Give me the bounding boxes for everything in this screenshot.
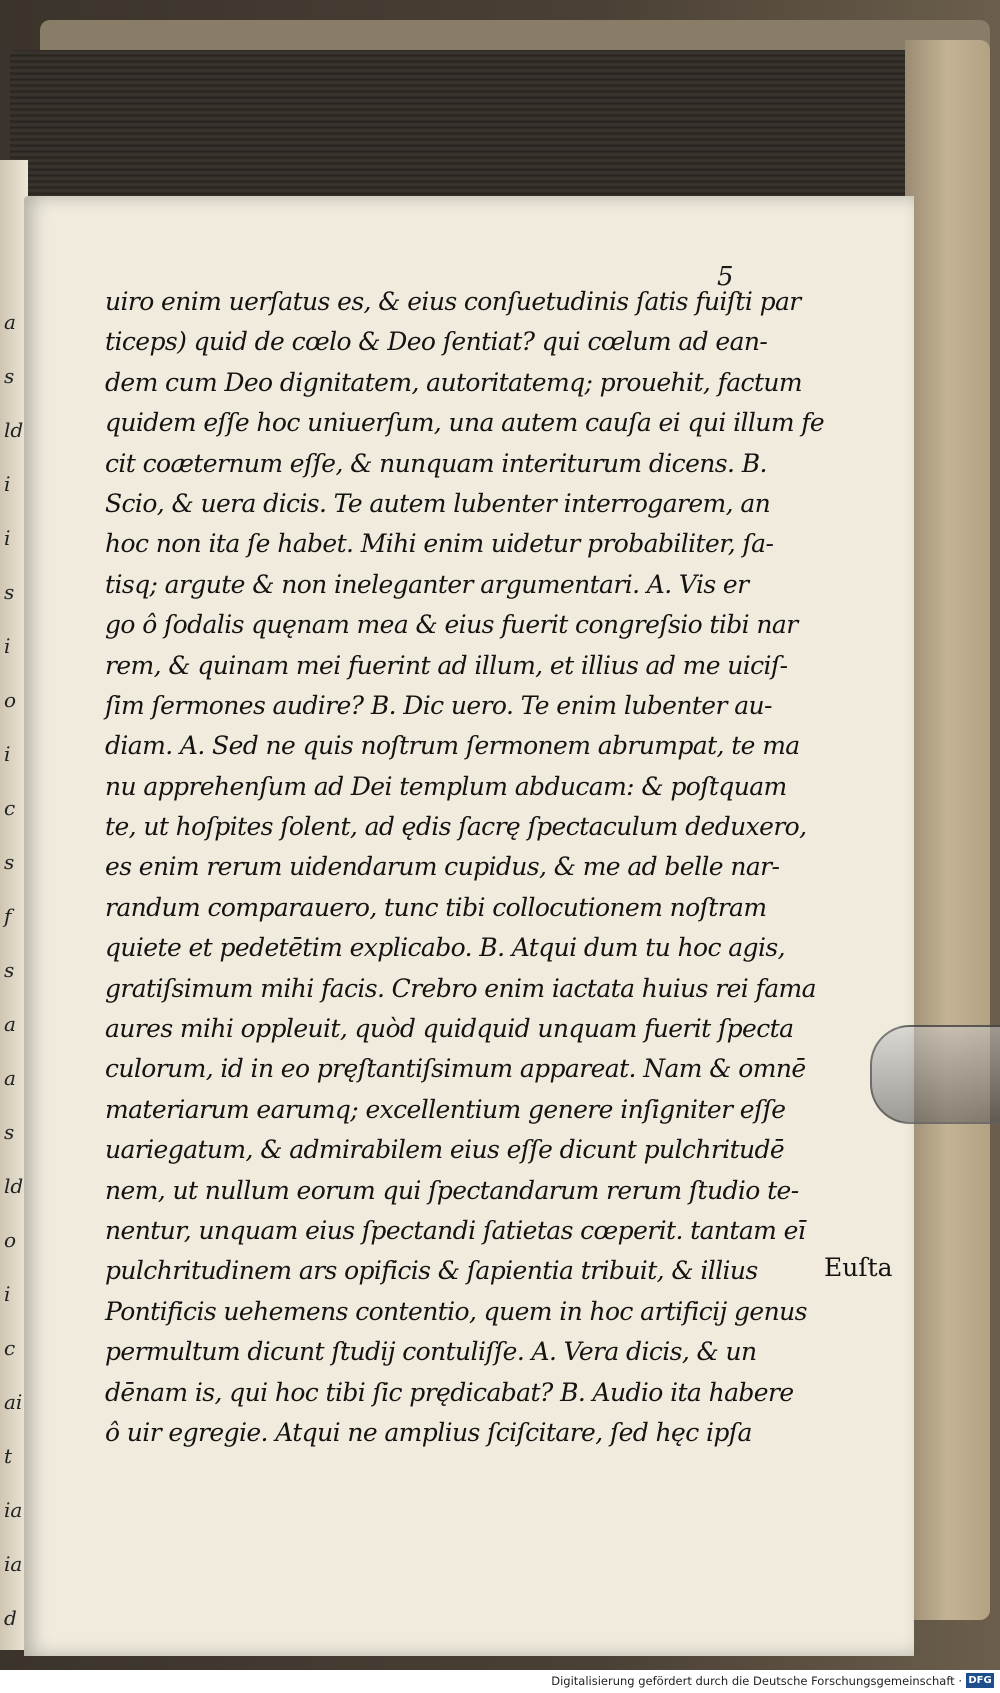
- left-page-fragment: c: [4, 1336, 16, 1360]
- text-line: dēnam is, qui hoc tibi ſic prędicabat? B. Audio ita habere: [105, 1377, 794, 1407]
- text-line: ſim ſermones audire? B. Dic uero. Te enim lubenter au-: [105, 690, 772, 720]
- footer-credit: Digitalisierung gefördert durch die Deutsche Forschungsgemeinschaft ·: [551, 1674, 962, 1688]
- left-page-fragment: i: [4, 634, 11, 658]
- left-page-fragment: s: [4, 850, 15, 874]
- text-line: es enim rerum uidendarum cupidus, & me ad belle nar-: [105, 852, 780, 882]
- left-page-fragment: ai: [4, 1390, 23, 1414]
- left-page-fragment: i: [4, 472, 11, 496]
- text-line: dem cum Deo dignitatem, autoritatemq; prouehit, factum: [105, 367, 803, 397]
- text-line: uiro enim uerſatus es, & eius conſuetudinis ſatis fuiſti par: [105, 287, 801, 316]
- text-line: hoc non ita ſe habet. Mihi enim uidetur probabiliter, ſa-: [105, 529, 774, 559]
- book-spine-top: [40, 20, 990, 50]
- left-page-fragment: o: [4, 1228, 17, 1252]
- text-line: nu apprehenſum ad Dei templum abducam: & poſtquam: [105, 771, 787, 801]
- text-line: nentur, unquam eius ſpectandi ſatietas cœperit. tantam eī: [105, 1215, 806, 1245]
- left-page-fragment: ld: [4, 418, 24, 442]
- dfg-logo: DFG: [966, 1673, 994, 1688]
- left-page-fragment: s: [4, 958, 15, 982]
- left-page-fragment: ia: [4, 1498, 23, 1522]
- left-page-fragment: ld: [4, 1174, 24, 1198]
- text-line: Pontificis uehemens contentio, quem in hoc artificij genus: [105, 1296, 807, 1326]
- text-line: ticeps) quid de cœlo & Deo ſentiat? qui cœlum ad ean-: [105, 327, 768, 357]
- text-line: rem, & quinam mei fuerint ad illum, et illius ad me uiciſ-: [105, 650, 788, 680]
- left-page-fragment: a: [4, 1012, 16, 1036]
- text-line: Scio, & uera dicis. Te autem lubenter interrogarem, an: [105, 488, 771, 518]
- left-page-fragment: i: [4, 742, 11, 766]
- left-page-fragment: ia: [4, 1552, 23, 1576]
- left-page-fragment: a: [4, 1066, 16, 1090]
- text-line: nem, ut nullum eorum qui ſpectandarum rerum ſtudio te-: [105, 1175, 799, 1205]
- text-line: ô uir egregie. Atqui ne amplius ſciſcitare, ſed hęc ipſa: [105, 1417, 752, 1447]
- page-number: 5: [717, 262, 734, 292]
- left-page-fragment: i: [4, 526, 11, 550]
- text-line: randum comparauero, tunc tibi collocutionem noſtram: [105, 892, 767, 922]
- left-page-fragment: s: [4, 580, 15, 604]
- left-page-fragment: o: [4, 688, 17, 712]
- text-line: pulchritudinem ars opificis & ſapientia tribuit, & illius: [105, 1256, 758, 1286]
- left-page-fragment: s: [4, 1120, 15, 1144]
- marginal-note: Euſta: [824, 1253, 893, 1282]
- text-line: te, ut hoſpites ſolent, ad ędis ſacrę ſpectaculum deduxero,: [105, 812, 807, 842]
- text-line: diam. A. Sed ne quis noſtrum ſermonem abrumpat, te ma: [105, 731, 800, 761]
- page-text: [105, 282, 825, 1453]
- left-page-fragment: a: [4, 310, 16, 334]
- page-edges: [10, 50, 970, 210]
- text-line: culorum, id in eo pręſtantiſsimum appareat. Nam & omnē: [105, 1054, 806, 1084]
- text-line: aures mihi oppleuit, quòd quidquid unquam fuerit ſpecta: [105, 1014, 794, 1044]
- text-line: quidem eſſe hoc uniuerſum, una autem cauſa ei qui illum fe: [105, 408, 825, 438]
- text-line: permultum dicunt ſtudij contuliſſe. A. Vera dicis, & un: [105, 1337, 757, 1367]
- left-page-fragment: d: [4, 1606, 17, 1630]
- page-clip: [870, 1025, 1000, 1124]
- left-page-fragment: c: [4, 796, 16, 820]
- book-cover-right: [905, 40, 990, 1620]
- left-page-fragment: f: [4, 904, 12, 928]
- text-line: gratiſsimum mihi facis. Crebro enim iactata huius rei fama: [105, 973, 816, 1003]
- text-line: materiarum earumq; excellentium genere inſigniter eſſe: [105, 1094, 786, 1124]
- left-page-fragment: i: [4, 1282, 11, 1306]
- text-line: go ô ſodalis quęnam mea & eius fuerit congreſsio tibi nar: [105, 610, 798, 640]
- text-line: tisq; argute & non ineleganter argumentari. A. Vis er: [105, 569, 749, 599]
- text-line: uariegatum, & admirabilem eius eſſe dicunt pulchritudē: [105, 1135, 785, 1165]
- left-page-fragment: t: [4, 1444, 13, 1468]
- left-page-fragment: s: [4, 364, 15, 388]
- text-line: cit coæternum eſſe, & nunquam interiturum dicens. B.: [105, 448, 767, 478]
- text-line: quiete et pedetētim explicabo. B. Atqui dum tu hoc agis,: [105, 933, 785, 963]
